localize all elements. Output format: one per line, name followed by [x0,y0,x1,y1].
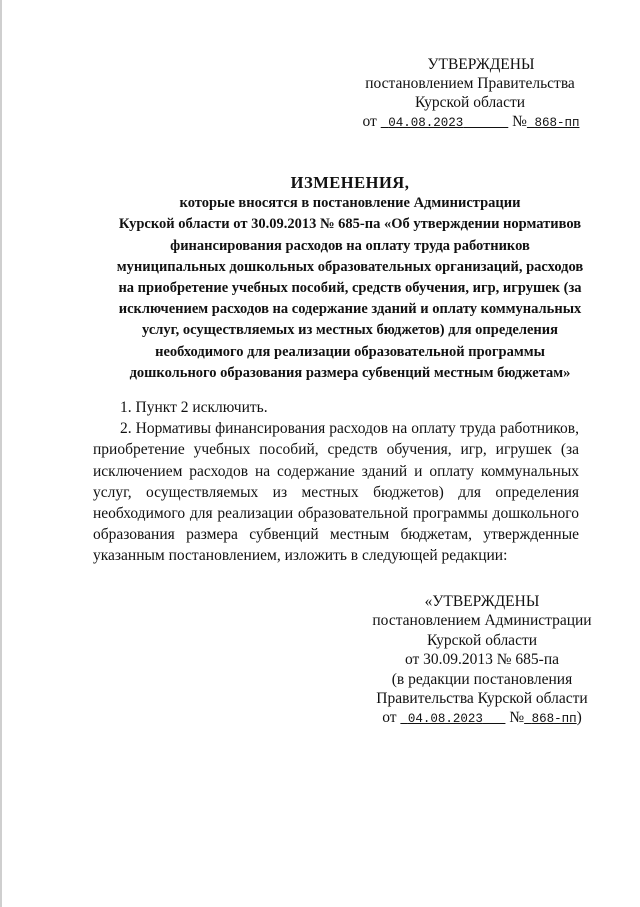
heading-title: ИЗМЕНЕНИЯ, [290,173,410,192]
quoted-date-line [352,708,612,729]
quoted-date: 04.08.2023 [407,712,483,727]
quoted-line-4: (в редакции постановления [391,670,573,688]
heading-line: необходимого для реализации образовательной программы [155,343,545,360]
approval-title: УТВЕРЖДЕНЫ [427,56,535,73]
heading-line: финансирования расходов на оплату труда работников [170,237,530,254]
closing-paren: ) [576,709,582,727]
number-prefix: № [512,113,527,130]
heading-line: исключением расходов на содержание зданий и оплату коммунальных [118,301,582,318]
quoted-line-3: от 30.09.2013 № 685-па [404,651,560,669]
approval-date: 04.08.2023 [388,116,464,130]
heading-line: которые вносятся в постановление Администрации [179,195,521,212]
item-1: 1. Пункт 2 исключить. [120,399,268,416]
quoted-line-2: Курской области [426,631,538,649]
approval-date-line [352,112,588,133]
approval-number: 868-пп [534,116,580,130]
date-prefix: от [382,709,397,727]
date-prefix: от [362,113,377,130]
quoted-number: 868-пп [531,712,577,727]
quoted-line-1: постановлением Администрации [372,612,592,630]
quoted-title: «УТВЕРЖДЕНЫ [424,593,540,610]
heading-line: дошкольного образования размера субвенций местным бюджетам» [129,364,571,381]
approval-line-2: Курской области [414,94,526,111]
heading-line: услуг, осуществляемых из местных бюджетов) для определения [142,322,558,339]
heading-line: Курской области от 30.09.2013 № 685-па «Об утверждении нормативов [118,216,582,233]
item-2: 2. Нормативы финансирования расходов на оплату труда работников, приобретение учебных пособий, средств обучения, игр, игрушек (за исключением расходов на содержание зданий и оплату коммунальных услуг, осуществляемых из местных бюджетов) для определения необходимого для реализации образовательной программы дошкольного образования размера субвенций местным бюджетам, утвержденные указанным постановлением, изложить в следующей редакции: [93,420,579,565]
page-edge [0,0,2,907]
quoted-approval [352,592,612,730]
heading-line: на приобретение учебных пособий, средств обучения, игр, игрушек (за [118,280,582,297]
approval-header [352,55,588,133]
approval-line-1: постановлением Правительства [365,75,575,92]
heading-line: муниципальных дошкольных образовательных организаций, расходов [116,258,584,275]
changes-heading [60,172,640,384]
number-prefix: № [509,709,525,727]
document-body [93,397,579,567]
quoted-line-5: Правительства Курской области [376,690,588,708]
